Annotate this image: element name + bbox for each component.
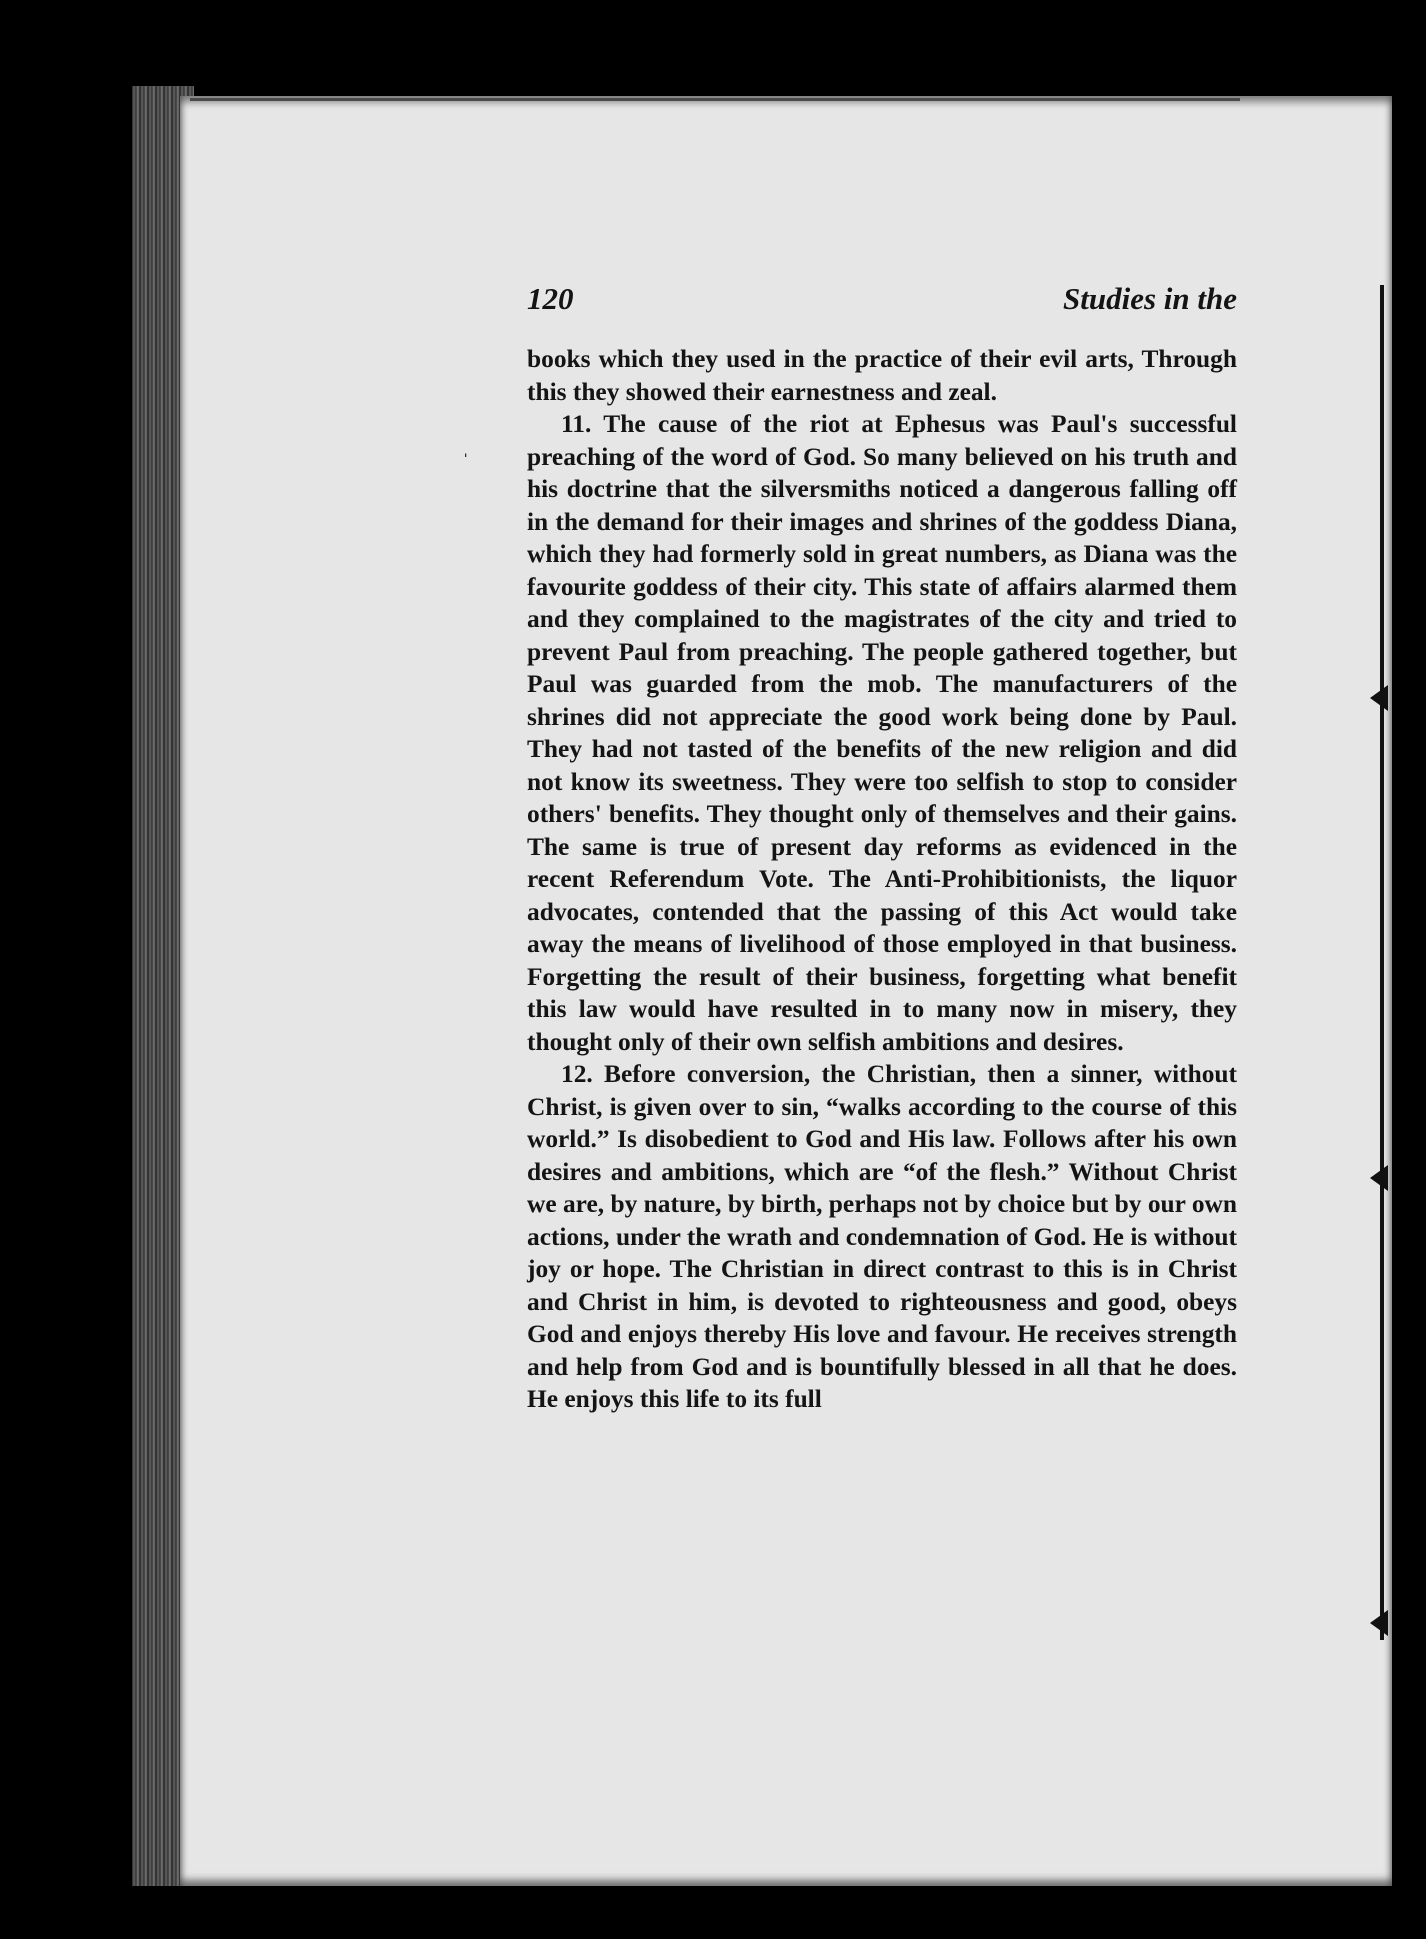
text-block [527,281,1237,1416]
margin-mark: ˌ [462,432,470,457]
paragraph-12: 12. Before conversion, the Christian, then a sinner, without Christ, is given over to sin, “walks according to the course of this world.” Is disobedient to God and His law. Follows after his own desires and ambitions, which are “of the flesh.” Without Christ we are, by nature, by birth, perhaps not by choice but by our own actions, under the wrath and condemnation of God. He is without joy or hope. The Christian in direct contrast to this is in Christ and Christ in him, is devoted to righteousness and good, obeys God and enjoys thereby His love and favour. He receives strength and help from God and is bountifully blessed in all that he does. He enjoys this life to its full [527,1060,1237,1413]
body-text [527,343,1237,1416]
paragraph-11: 11. The cause of the riot at Ephesus was Paul's successful preaching of the word of God. So many believed on his truth and his doctrine that the silversmiths noticed a dangerous falling off in the demand for their images and shrines of the goddess Diana, which they had formerly sold in great numbers, as Diana was the favourite goddess of their city. This state of affairs alarmed them and they complained to the magistrates of the city and tried to prevent Paul from preaching. The people gathered together, but Paul was guarded from the mob. The manufacturers of the shrines did not appreciate the good work being done by Paul. They had not tasted of the benefits of the new religion and did not know its sweetness. They were too selfish to stop to consider others' benefits. They thought only of themselves and their gains. The same is true of present day reforms as evidenced in the recent Referendum Vote. The Anti-Prohibitionists, the liquor advocates, contended that the passing of this Act would take away the means of livelihood of those employed in that business. Forgetting the result of their business, forgetting what benefit this law would have resulted in to many now in misery, they thought only of their own selfish ambitions and desires. [527,410,1237,1056]
page-top-edge [190,98,1240,101]
page-number: 120 [527,281,574,316]
running-title: Studies in the [1063,281,1237,316]
paragraph-continued: books which they used in the practice of their evil arts, Through this they showed their earnestness and zeal. [527,345,1237,406]
running-head [527,281,1237,333]
gutter-bracket [1380,285,1424,1640]
